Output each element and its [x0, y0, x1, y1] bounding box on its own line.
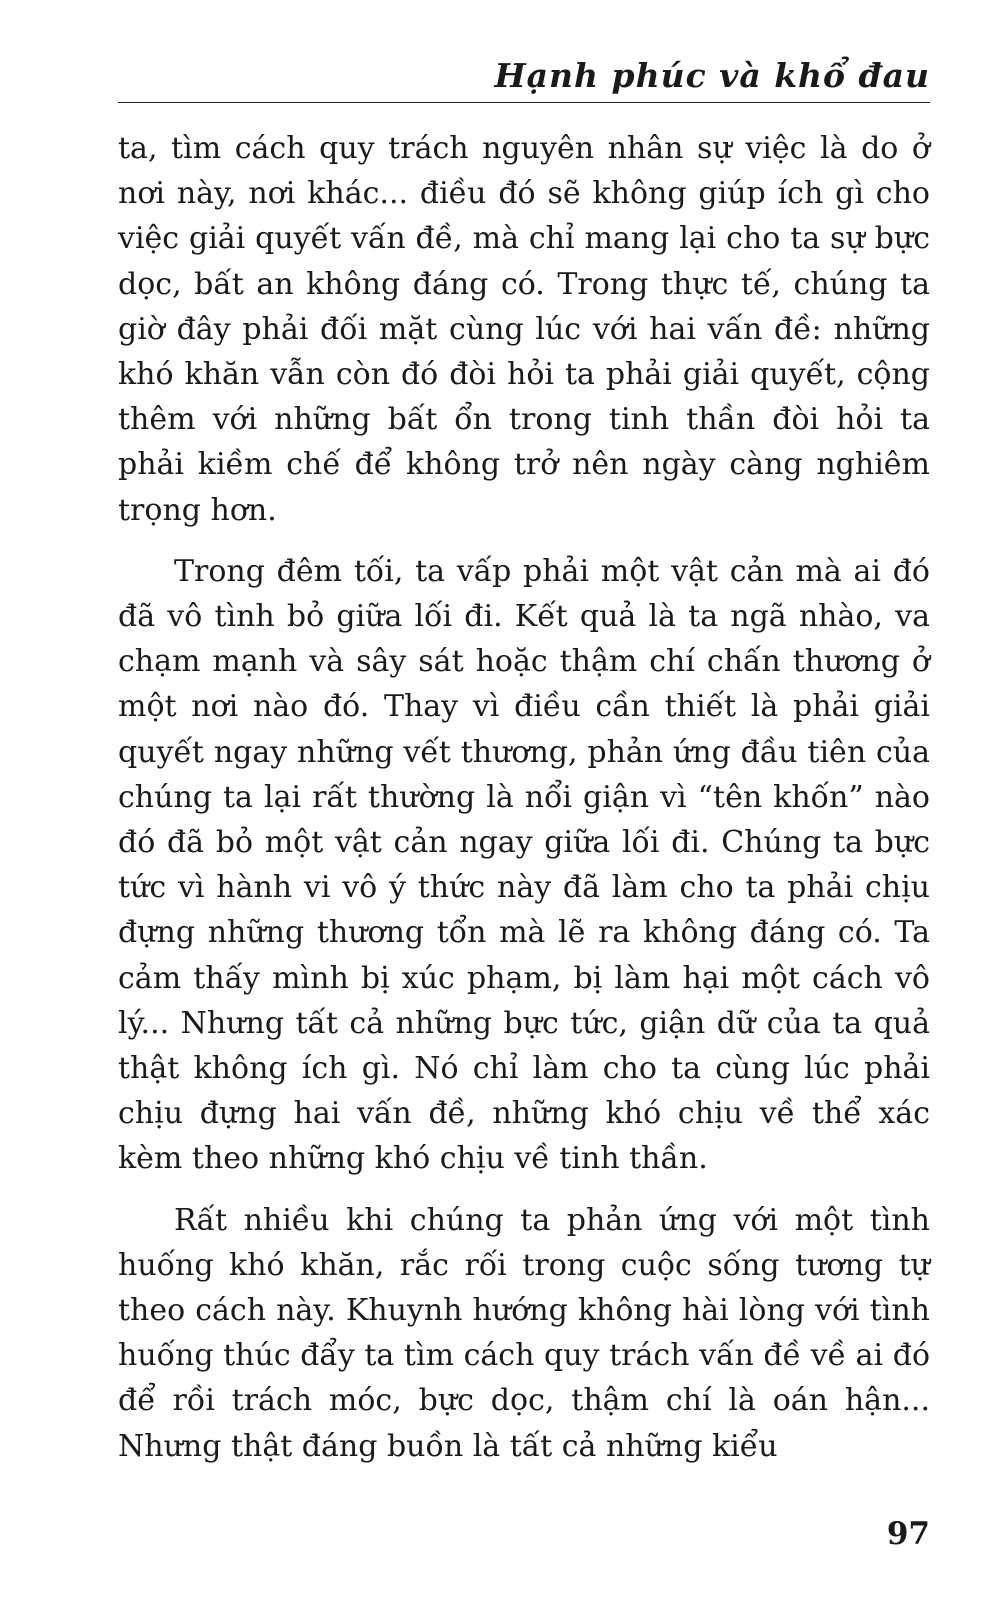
running-header: [118, 52, 930, 103]
paragraph-night-obstacle: Trong đêm tối, ta vấp phải một vật cản mà ai đó đã vô tình bỏ giữa lối đi. Kết quả là ta ngã nhào, va chạm mạnh và sây sát hoặc thậm chí chấn thương ở một nơi nào đó. Thay vì điều cần thiết là phải giải quyết ngay những vết thương, phản ứng đầu tiên của chúng ta lại rất thường là nổi giận vì “tên khốn” nào đó đã bỏ một vật cản ngay giữa lối đi. Chúng ta bực tức vì hành vi vô ý thức này đã làm cho ta phải chịu đựng những thương tổn mà lẽ ra không đáng có. Ta cảm thấy mình bị xúc phạm, bị làm hại một cách vô lý... Nhưng tất cả những bực tức, giận dữ của ta quả thật không ích gì. Nó chỉ làm cho ta cùng lúc phải chịu đựng hai vấn đề, những khó chịu về thể xác kèm theo những khó chịu về tinh thần.: [118, 553, 930, 1177]
running-header-title: Hạnh phúc và khổ đau: [494, 56, 930, 95]
paragraph-reaction-pattern: Rất nhiều khi chúng ta phản ứng với một tình huống khó khăn, rắc rối trong cuộc sống tương tự theo cách này. Khuynh hướng không hài lòng với tình huống thúc đẩy ta tìm cách quy trách vấn đề về ai đó để rồi trách móc, bực dọc, thậm chí là oán hận... Nhưng thật đáng buồn là tất cả những kiểu: [118, 1202, 930, 1464]
page-number: 97: [886, 1516, 930, 1552]
paragraph-continuation: ta, tìm cách quy trách nguyên nhân sự việc là do ở nơi này, nơi khác... điều đó sẽ không giúp ích gì cho việc giải quyết vấn đề, mà chỉ mang lại cho ta sự bực dọc, bất an không đáng có. Trong thực tế, chúng ta giờ đây phải đối mặt cùng lúc với hai vấn đề: những khó khăn vẫn còn đó đòi hỏi ta phải giải quyết, cộng thêm với những bất ổn trong tinh thần đòi hỏi ta phải kiềm chế để không trở nên ngày càng nghiêm trọng hơn.: [118, 131, 930, 528]
page-body: [118, 126, 930, 1469]
